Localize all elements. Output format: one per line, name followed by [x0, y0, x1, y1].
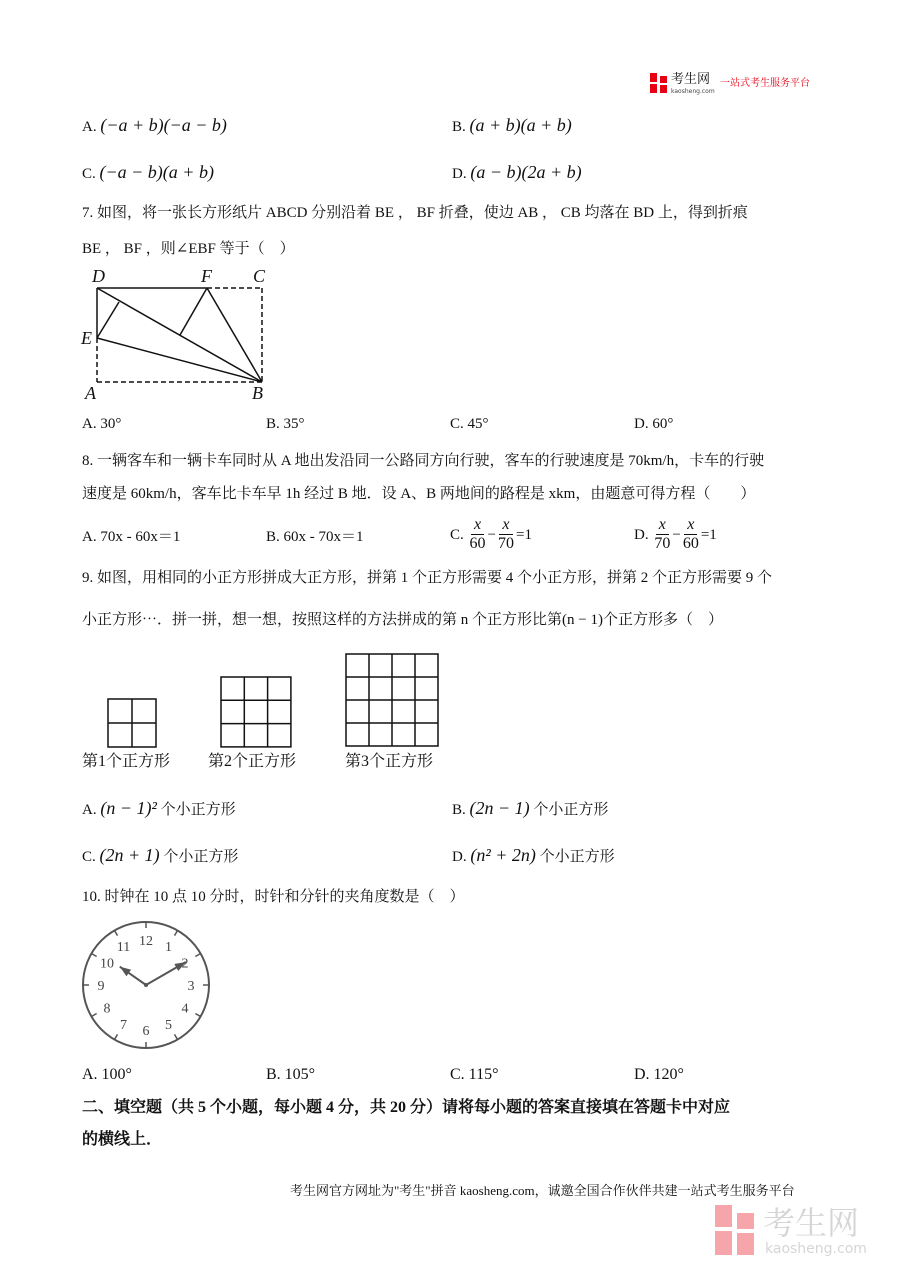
q9-stem-line1: 9. 如图，用相同的小正方形拼成大正方形，拼第 1 个正方形需要 4 个小正方形，拼第 2 个正方形需要 9 个 — [82, 570, 773, 586]
q6-option-d[interactable]: D. (a − b)(2a + b) — [452, 162, 582, 182]
q8-option-b[interactable]: B. 60x - 70x＝1 — [266, 529, 364, 545]
clock-tick — [91, 1014, 96, 1017]
label-d: D — [92, 266, 105, 286]
q8-stem-line1: 8. 一辆客车和一辆卡车同时从 A 地出发沿同一公路同方向行驶，客车的行驶速度是 70km/h，卡车的行驶 — [82, 453, 765, 469]
clock-tick — [175, 930, 178, 935]
q9-option-b[interactable]: B. (2n − 1) 个小正方形 — [452, 798, 609, 818]
clock-number: 1 — [165, 940, 172, 956]
section2-heading-line2: 的横线上． — [82, 1131, 163, 1148]
q10-option-d[interactable]: D. 120° — [634, 1066, 684, 1083]
q8-stem-line2: 速度是 60km/h，客车比卡车早 1h 经过 B 地．设 A、B 两地间的路程是 xkm，由题意可得方程（ ） — [82, 486, 756, 502]
clock-number: 8 — [103, 1001, 111, 1017]
label-e: E — [81, 328, 92, 348]
clock-center — [144, 983, 148, 987]
clock-number: 3 — [187, 979, 195, 994]
clock-tick — [91, 954, 96, 957]
watermark-logo-icon — [715, 1205, 759, 1255]
clock-number: 2 — [181, 956, 189, 972]
q10-option-a[interactable]: A. 100° — [82, 1066, 132, 1083]
q8-option-c[interactable]: C. $\frac{x}{60}$ − $\frac{x}{70}$ =1 — [450, 516, 532, 552]
q7-stem-line2: BE ， BF ，则∠EBF 等于（ ） — [82, 241, 295, 257]
clock-number: 4 — [181, 1001, 189, 1017]
clock-tick — [195, 1014, 200, 1017]
footer-watermark — [715, 1205, 885, 1260]
grid-label-3: 第3个正方形 — [345, 753, 434, 770]
clock-number: 11 — [116, 940, 131, 956]
label-b: B — [252, 383, 263, 403]
grid-label-2: 第2个正方形 — [208, 753, 297, 770]
q10-option-c[interactable]: C. 115° — [450, 1066, 499, 1083]
q7-option-d[interactable]: D. 60° — [634, 416, 674, 432]
q10-stem: 10. 时钟在 10 点 10 分时，时针和分针的夹角度数是（ ） — [82, 889, 465, 905]
clock-number: 10 — [100, 956, 115, 972]
clock-tick — [115, 930, 118, 935]
q8-option-d[interactable]: D. $\frac{x}{70}$ − $\frac{x}{60}$ =1 — [634, 516, 717, 552]
hour-hand-arrow-icon — [120, 967, 131, 977]
q6-option-b[interactable]: B. (a + b)(a + b) — [452, 115, 572, 135]
label-c: C — [253, 266, 266, 286]
section2-heading-line1: 二、填空题（共 5 个小题，每小题 4 分，共 20 分）请将每小题的答案直接填在答题卡中对应 — [82, 1099, 731, 1116]
logo-sub: kaosheng.com — [671, 88, 715, 95]
clock-tick — [115, 1034, 118, 1039]
grid-label-1: 第1个正方形 — [82, 753, 171, 770]
q10-option-b[interactable]: B. 105° — [266, 1066, 316, 1083]
label-f: F — [201, 266, 212, 286]
q9-option-a[interactable]: A. (n − 1)² 个小正方形 — [82, 798, 236, 818]
q6-option-c[interactable]: C. (−a − b)(a + b) — [82, 162, 214, 182]
logo-text: 考生网 — [671, 72, 711, 87]
clock-number: 12 — [139, 934, 153, 949]
clock-tick — [195, 954, 200, 957]
q7-option-b[interactable]: B. 35° — [266, 416, 305, 432]
watermark-sub: kaosheng.com — [765, 1241, 867, 1257]
clock-number: 7 — [120, 1017, 127, 1033]
q9-option-d[interactable]: D. (n² + 2n) 个小正方形 — [452, 845, 615, 865]
footer-text: 考生网官方网址为"考生"拼音 kaosheng.com，诚邀全国合作伙伴共建一站式考生服务平台 — [290, 1183, 795, 1198]
q8-option-a[interactable]: A. 70x - 60x＝1 — [82, 529, 181, 545]
clock-tick — [175, 1034, 178, 1039]
header-slogan: 一站式考生服务平台 — [720, 78, 810, 89]
clock-number: 6 — [142, 1024, 150, 1039]
q6-option-a[interactable]: A. (−a + b)(−a − b) — [82, 115, 227, 135]
q7-option-a[interactable]: A. 30° — [82, 416, 122, 432]
clock-number: 9 — [97, 979, 105, 994]
q7-option-c[interactable]: C. 45° — [450, 416, 489, 432]
watermark-text: 考生网 — [763, 1204, 860, 1242]
q7-stem-line1: 7. 如图，将一张长方形纸片 ABCD 分别沿着 BE ， BF 折叠，使边 AB ， CB 均落在 BD 上，得到折痕 — [82, 205, 748, 221]
q9-option-c[interactable]: C. (2n + 1) 个小正方形 — [82, 845, 239, 865]
label-a: A — [85, 383, 96, 403]
q9-stem-line2: 小正方形⋯．拼一拼，想一想，按照这样的方法拼成的第 n 个正方形比第(n − 1)个正方形多（ ） — [82, 612, 723, 628]
clock-number: 5 — [165, 1017, 172, 1033]
